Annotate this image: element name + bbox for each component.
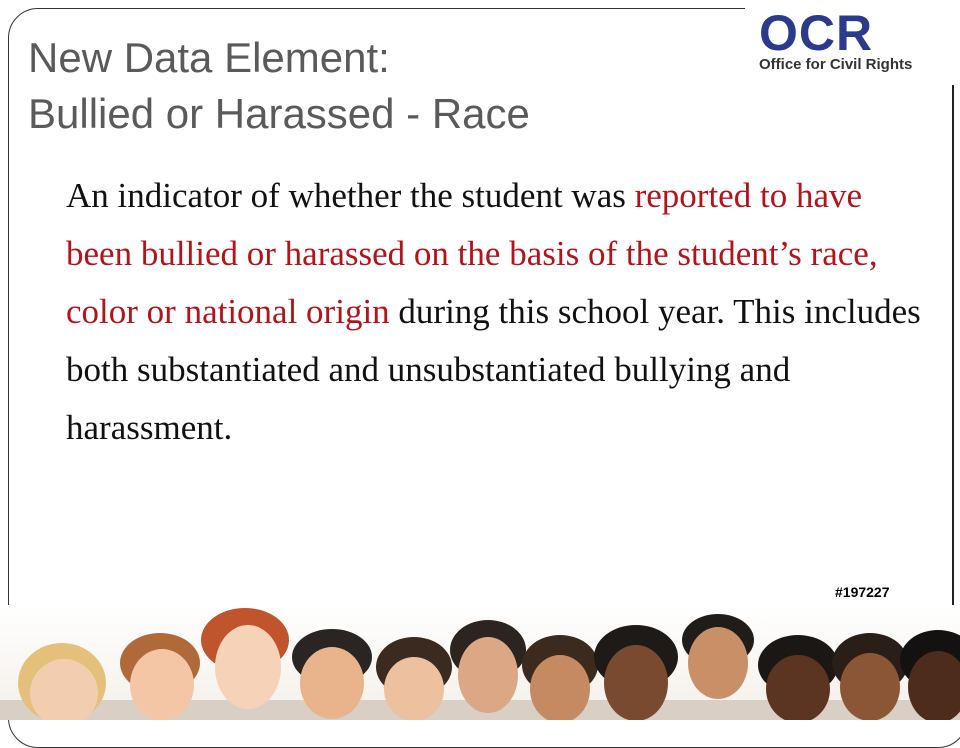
ocr-logo <box>745 0 960 80</box>
right-border-rule <box>952 85 954 605</box>
slide-title-line-2: Bullied or Harassed - Race <box>28 90 530 137</box>
definition-text-intro: An indicator of whether the student was <box>66 176 635 215</box>
logo-abbreviation: OCR <box>759 5 874 61</box>
slide-title <box>28 30 530 142</box>
group-of-children-photo <box>0 605 960 720</box>
definition-text-highlight: reported to have been bullied or harassed on the basis of the student’s race, color or national origin <box>66 176 878 331</box>
definition-paragraph <box>66 167 926 457</box>
logo-agency-name: Office for Civil Rights <box>759 56 913 73</box>
slide-title-line-1: New Data Element: <box>28 34 390 81</box>
definition-text-rest: during this school year. This includes both substantiated and unsubstantiated bullying and harassment. <box>66 292 921 447</box>
slide-code: #197227 <box>835 584 890 600</box>
children-illustration <box>0 605 960 720</box>
